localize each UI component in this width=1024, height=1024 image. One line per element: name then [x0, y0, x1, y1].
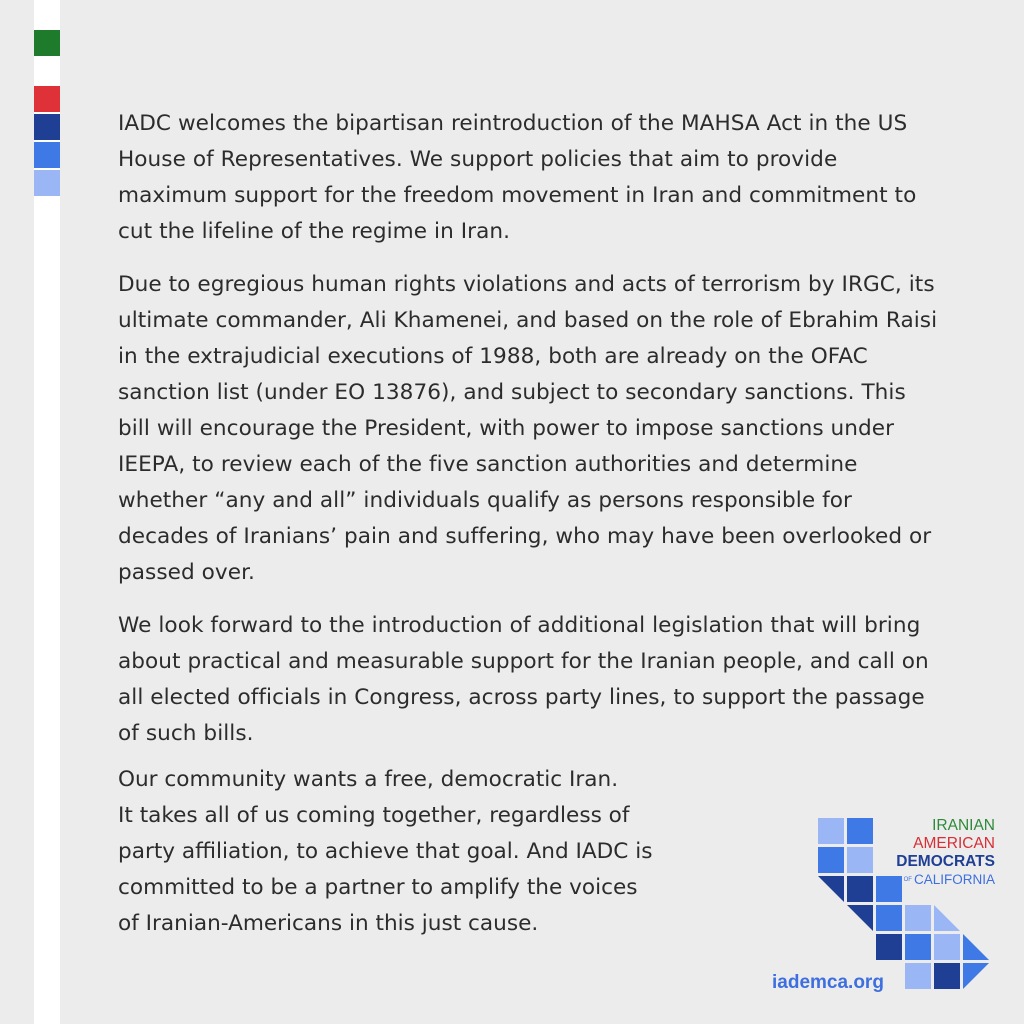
website-url[interactable]: iademca.org	[772, 972, 884, 993]
blue-square	[34, 142, 60, 168]
paragraph-1: IADC welcomes the bipartisan reintroduction of the MAHSA Act in the US House of Representatives. We support policies that aim to provide maximum support for the freedom movement in Iran and commitment to cut the lifeline of the regime in Iran.	[118, 111, 917, 244]
closing-paragraph: Our community wants a free, democratic Iran. It takes all of us coming together, regardless of party affiliation, to achieve that goal. And IADC is committed to be a partner to amplify the voices of Iranian-Americans in this just cause.	[118, 767, 653, 936]
red-square	[34, 86, 60, 112]
logo-line-democrats: DEMOCRATS	[896, 853, 995, 870]
logo-of: OF	[903, 877, 912, 884]
paragraph-2: Due to egregious human rights violations and acts of terrorism by IRGC, its ultimate commander, Ali Khamenei, and based on the role of Ebrahim Raisi in the extrajudicial executions of 1988, both are already on the OFAC sanction list (under EO 13876), and subject to secondary sanctions. This bill will encourage the President, with power to impose sanctions under IEEPA, to review each of the five sanction authorities and determine whether “any and all” individuals qualify as persons responsible for decades of Iranians’ pain and suffering, who may have been overlooked or passed over.	[118, 272, 938, 585]
green-square	[34, 30, 60, 56]
logo-california: CALIFORNIA	[913, 872, 995, 887]
logo-line-california	[885, 871, 995, 889]
navy-square	[34, 114, 60, 140]
logo-line-iranian: IRANIAN	[932, 817, 995, 834]
logo-wordmark	[885, 817, 995, 889]
light-blue-square	[34, 170, 60, 196]
paragraph-3: We look forward to the introduction of additional legislation that will bring about practical and measurable support for the Iranian people, and call on all elected officials in Congress, across party lines, to support the passage of such bills.	[118, 613, 929, 746]
logo-line-american: AMERICAN	[913, 835, 995, 852]
statement-body	[118, 106, 938, 769]
